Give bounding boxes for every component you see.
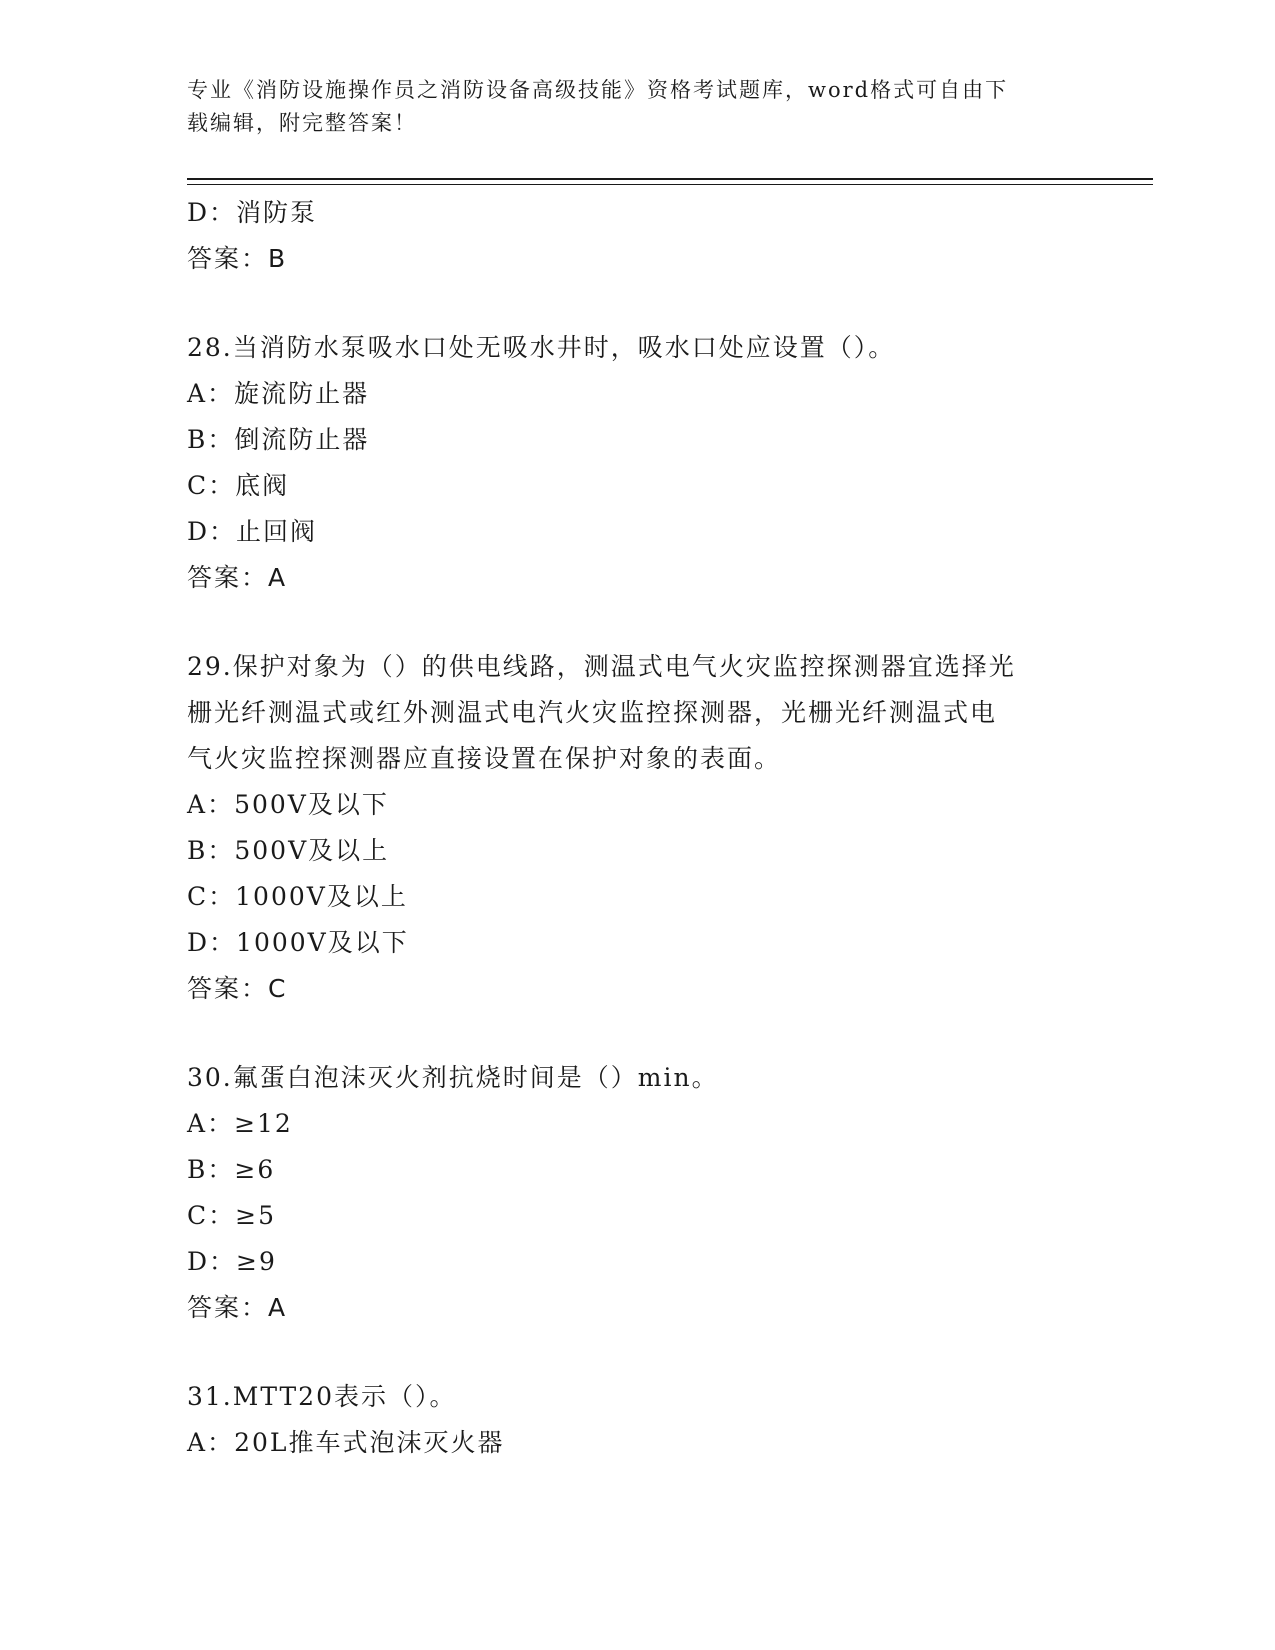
option-text: 止回阀 (236, 517, 318, 546)
header-rule-thin (187, 184, 1153, 185)
option-line (187, 1147, 1087, 1193)
option-line (187, 874, 1087, 920)
option-text: ≥9 (236, 1247, 277, 1276)
option-text: 1000V及以下 (236, 928, 409, 957)
option-key: B： (187, 425, 235, 454)
option-line (187, 1101, 1087, 1147)
option-line (187, 1239, 1087, 1285)
option-text: 消防泵 (236, 198, 318, 227)
question-text: 氟蛋白泡沫灭火剂抗烧时间是（）min。 (232, 1063, 719, 1092)
question-number: 29. (187, 652, 233, 681)
document-header (187, 74, 1087, 140)
question-text-line-1: 保护对象为（）的供电线路，测温式电气火灾监控探测器宜选择光 (232, 652, 1016, 681)
option-line (187, 920, 1087, 966)
option-text: 旋流防止器 (234, 379, 370, 408)
option-key: C： (187, 1201, 236, 1230)
question-text-line-2: 栅光纤测温式或红外测温式电汽火灾监控探测器，光栅光纤测温式电 (187, 698, 998, 727)
option-key: A： (187, 1109, 235, 1138)
option-key: D： (187, 198, 237, 227)
question-text: MTT20表示（）。 (232, 1382, 457, 1411)
question-number: 31. (187, 1382, 233, 1411)
option-key: A： (187, 379, 235, 408)
option-line (187, 190, 1087, 236)
question-text-line-3: 气火灾监控探测器应直接设置在保护对象的表面。 (187, 744, 782, 773)
question-number: 30. (187, 1063, 233, 1092)
option-line (187, 1193, 1087, 1239)
option-text: 500V及以下 (234, 790, 389, 819)
option-text: 500V及以上 (234, 836, 390, 865)
document-body (187, 190, 1087, 1466)
option-key: D： (187, 1247, 237, 1276)
option-key: B： (187, 1155, 235, 1184)
option-text: 底阀 (235, 471, 290, 500)
question-text: 当消防水泵吸水口处无吸水井时，吸水口处应设置（）。 (232, 333, 896, 362)
option-text: 20L推车式泡沫灭火器 (234, 1428, 505, 1457)
option-line (187, 509, 1087, 555)
option-text: ≥6 (234, 1155, 276, 1184)
option-text: ≥5 (235, 1201, 276, 1230)
option-key: D： (187, 517, 237, 546)
option-line (187, 1420, 1087, 1466)
option-key: B： (187, 836, 235, 865)
header-rule-thick (187, 178, 1153, 180)
option-text: 倒流防止器 (234, 425, 370, 454)
question-28 (187, 325, 1087, 371)
header-line-1: 专业《消防设施操作员之消防设备高级技能》资格考试题库，word格式可自由下 (187, 78, 1009, 102)
question-number: 28. (187, 333, 233, 362)
option-key: C： (187, 882, 236, 911)
answer-line: 答案：B (187, 244, 288, 273)
question-30 (187, 1055, 1087, 1101)
question-29 (187, 644, 1087, 690)
option-text: ≥12 (234, 1109, 293, 1138)
option-key: A： (187, 1428, 235, 1457)
option-key: C： (187, 471, 236, 500)
answer-line: 答案：A (187, 1293, 288, 1322)
option-line (187, 828, 1087, 874)
option-line (187, 782, 1087, 828)
question-31 (187, 1374, 1087, 1420)
header-line-2: 载编辑，附完整答案！ (187, 111, 417, 135)
option-key: D： (187, 928, 237, 957)
option-key: A： (187, 790, 235, 819)
option-line (187, 417, 1087, 463)
option-line (187, 371, 1087, 417)
option-text: 1000V及以上 (235, 882, 408, 911)
option-line (187, 463, 1087, 509)
answer-line: 答案：A (187, 563, 288, 592)
answer-line: 答案：C (187, 974, 288, 1003)
